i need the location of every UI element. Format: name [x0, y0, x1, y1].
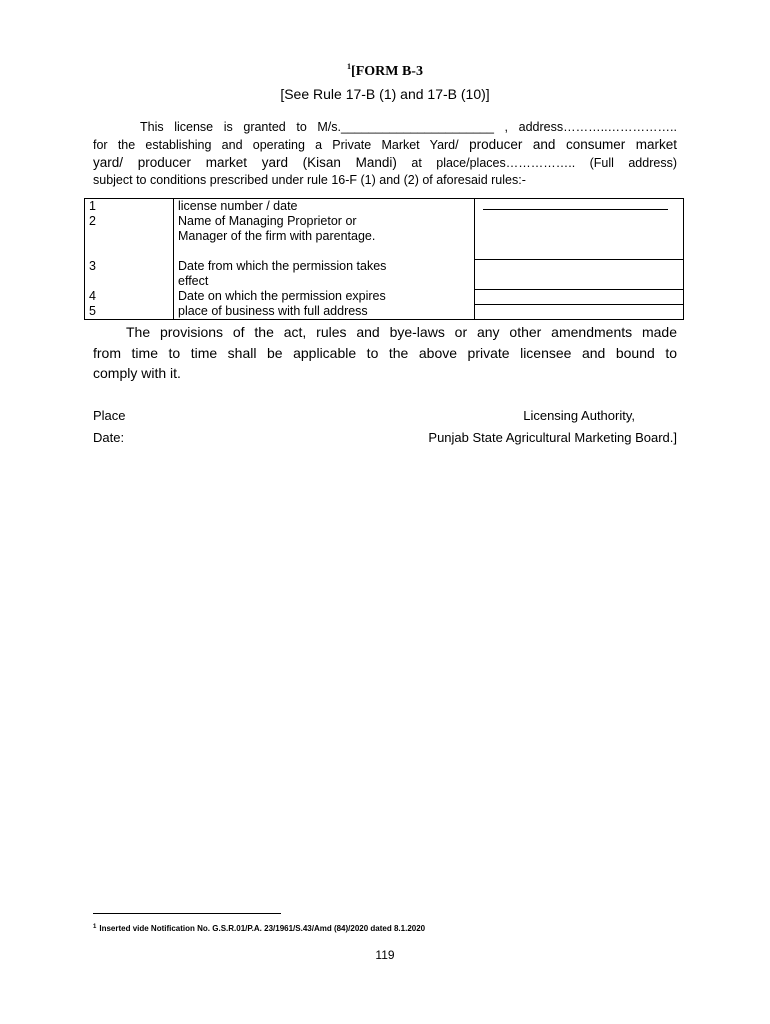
row-value-field[interactable] [475, 199, 684, 260]
intro-line-2 [93, 136, 677, 154]
table-row [85, 289, 684, 304]
footnote [93, 924, 425, 933]
intro-paragraph [93, 119, 677, 189]
licensing-authority-label: Licensing Authority, [523, 408, 635, 423]
row-number: 3 [85, 259, 174, 289]
row-value-field[interactable] [475, 304, 684, 320]
intro-line-3 [93, 154, 677, 172]
date-label: Date: [93, 430, 125, 445]
provisions-line-3: comply with it. [93, 365, 181, 381]
intro-line-3b: at place/places…………….. (Full address) [396, 156, 677, 170]
row-value-field[interactable] [475, 259, 684, 289]
intro-line-2b: producer and consumer market [458, 137, 677, 152]
provisions-line-1: The provisions of the act, rules and bye-laws or any other amendments made [126, 324, 677, 340]
row-number: 1 2 [85, 199, 174, 260]
form-subtitle: [See Rule 17-B (1) and 17-B (10)] [280, 86, 490, 102]
footnote-text: Inserted vide Notification No. G.S.R.01/P.A. 23/1961/S.43/Amd (84)/2020 dated 8.1.2020 [99, 924, 426, 933]
board-name-label: Punjab State Agricultural Marketing Board.] [428, 430, 677, 445]
provisions-line-2: from time to time shall be applicable to the above private licensee and bound to [93, 344, 677, 361]
intro-line-4: subject to conditions prescribed under rule 16-F (1) and (2) of aforesaid rules:- [93, 173, 526, 187]
place-label: Place [93, 408, 126, 423]
title-footnote-ref: 1 [347, 62, 352, 71]
page-number: 119 [375, 948, 395, 962]
table-row [85, 259, 684, 289]
footnote-divider [93, 913, 281, 914]
license-details-table [84, 198, 684, 320]
license-number-blank-line [483, 209, 668, 210]
row-label: Date from which the permission takes effect [174, 259, 475, 289]
row-value-field[interactable] [475, 289, 684, 304]
table-row [85, 304, 684, 320]
intro-line-3a: yard/ producer market yard (Kisan Mandi) [93, 155, 397, 170]
provisions-paragraph [93, 322, 677, 384]
row-label: license number / date Name of Managing Proprietor or Manager of the firm with parentage. [174, 199, 475, 260]
intro-line-2a: for the establishing and operating a Private Market Yard/ [93, 138, 459, 152]
footnote-number: 1 [93, 924, 97, 930]
row-number: 4 [85, 289, 174, 304]
row-label: Date on which the permission expires [174, 289, 475, 304]
form-title-text: [FORM B-3 [351, 64, 423, 79]
table-row [85, 199, 684, 260]
row-label: place of business with full address [174, 304, 475, 320]
form-title [0, 62, 770, 80]
intro-line-1: This license is granted to M/s.______________________ , address………..…………….. [140, 120, 677, 134]
row-number: 5 [85, 304, 174, 320]
